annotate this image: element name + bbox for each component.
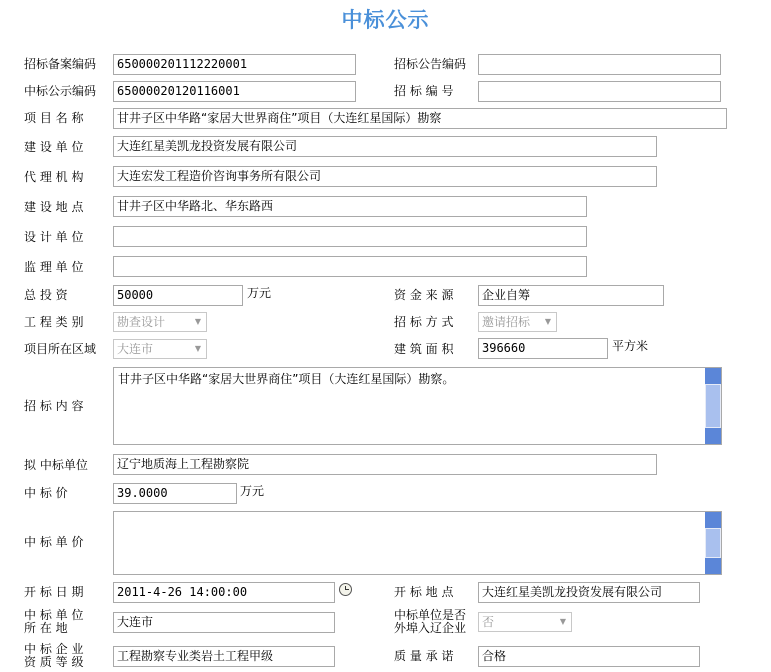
site-label: 建 设 地 点: [24, 200, 84, 214]
tender-method-select[interactable]: [478, 312, 557, 332]
award-unit-price-textarea[interactable]: [113, 511, 722, 575]
tender-method-value: 邀请招标: [482, 315, 531, 329]
project-region-label: 项目所在区域: [24, 342, 97, 356]
clock-icon[interactable]: [339, 583, 352, 596]
total-investment-field[interactable]: 50000: [113, 285, 243, 306]
tender-method-label: 招 标 方 式: [394, 315, 454, 329]
chevron-down-icon: ▼: [194, 317, 202, 326]
quality-commitment-field[interactable]: 合格: [478, 646, 700, 667]
winner-location-label-line1: 中 标 单 位: [24, 608, 84, 622]
design-unit-field[interactable]: [113, 226, 587, 247]
tender-notice-no-field[interactable]: [478, 54, 721, 75]
tender-content-label: 招 标 内 容: [24, 399, 84, 413]
chevron-down-icon: ▼: [559, 617, 567, 626]
site-field[interactable]: 甘井子区中华路北、华东路西: [113, 196, 587, 217]
scroll-up-button[interactable]: [705, 368, 721, 384]
total-investment-label: 总 投 资: [24, 288, 68, 302]
building-area-unit: 平方米: [612, 339, 649, 353]
opening-place-label: 开 标 地 点: [394, 585, 454, 599]
award-notice-no-field[interactable]: 65000020120116001: [113, 81, 356, 102]
design-unit-label: 设 计 单 位: [24, 230, 84, 244]
tender-no-field[interactable]: [478, 81, 721, 102]
proposed-winner-label: 拟 中标单位: [24, 458, 88, 472]
scroll-down-button[interactable]: [705, 558, 721, 574]
opening-date-field[interactable]: 2011-4-26 14:00:00: [113, 582, 335, 603]
tender-content-text: 甘井子区中华路“家居大世界商住”项目（大连红星国际）勘察。: [118, 372, 455, 386]
page-title: 中标公示: [341, 8, 430, 32]
chevron-down-icon: ▼: [544, 317, 552, 326]
proposed-winner-field[interactable]: 辽宁地质海上工程勘察院: [113, 454, 657, 475]
project-type-value: 勘查设计: [117, 315, 166, 329]
total-investment-unit: 万元: [247, 286, 272, 300]
chevron-down-icon: ▼: [194, 344, 202, 353]
builder-label: 建 设 单 位: [24, 140, 84, 154]
building-area-field[interactable]: 396660: [478, 338, 608, 359]
winner-location-field[interactable]: 大连市: [113, 612, 335, 633]
award-price-unit: 万元: [240, 484, 265, 498]
award-price-field[interactable]: 39.0000: [113, 483, 237, 504]
scroll-down-button[interactable]: [705, 428, 721, 444]
award-price-label: 中 标 价: [24, 486, 68, 500]
award-unit-price-label: 中 标 单 价: [24, 535, 84, 549]
scrollbar[interactable]: [705, 368, 721, 444]
fund-source-field[interactable]: 企业自筹: [478, 285, 664, 306]
project-type-label: 工 程 类 别: [24, 315, 84, 329]
scroll-up-button[interactable]: [705, 512, 721, 528]
winner-qualification-label: [24, 643, 83, 669]
tender-filing-no-field[interactable]: 650000201112220001: [113, 54, 356, 75]
winner-qualification-label-line1: 中 标 企 业: [24, 642, 84, 656]
fund-source-label: 资 金 来 源: [394, 288, 454, 302]
tender-notice-no-label: 招标公告编码: [394, 57, 467, 71]
award-notice-no-label: 中标公示编码: [24, 84, 97, 98]
winner-qualification-label-line2: 资 质 等 级: [24, 655, 84, 669]
supervision-unit-field[interactable]: [113, 256, 587, 277]
winner-location-label: [24, 609, 83, 635]
building-area-label: 建 筑 面 积: [394, 342, 454, 356]
agency-field[interactable]: 大连宏发工程造价咨询事务所有限公司: [113, 166, 657, 187]
winner-outside-label-line1: 中标单位是否: [394, 608, 467, 622]
winner-location-label-line2: 所 在 地: [24, 621, 68, 635]
project-region-select[interactable]: [113, 339, 207, 359]
winner-outside-value: 否: [482, 615, 495, 629]
project-region-value: 大连市: [117, 342, 154, 356]
winner-outside-label-line2: 外埠入辽企业: [394, 621, 467, 635]
opening-place-field[interactable]: 大连红星美凯龙投资发展有限公司: [478, 582, 700, 603]
opening-date-label: 开 标 日 期: [24, 585, 84, 599]
winner-outside-select[interactable]: [478, 612, 572, 632]
scrollbar[interactable]: [705, 512, 721, 574]
builder-field[interactable]: 大连红星美凯龙投资发展有限公司: [113, 136, 657, 157]
agency-label: 代 理 机 构: [24, 170, 84, 184]
tender-content-textarea[interactable]: [113, 367, 722, 445]
winner-qualification-field[interactable]: 工程勘察专业类岩土工程甲级: [113, 646, 335, 667]
supervision-unit-label: 监 理 单 位: [24, 260, 84, 274]
project-name-label: 项 目 名 称: [24, 111, 84, 125]
project-name-field[interactable]: 甘井子区中华路“家居大世界商住”项目（大连红星国际）勘察: [113, 108, 727, 129]
quality-commitment-label: 质 量 承 诺: [394, 649, 454, 663]
scrollbar-thumb[interactable]: [706, 385, 720, 427]
scrollbar-thumb[interactable]: [706, 529, 720, 557]
tender-filing-no-label: 招标备案编码: [24, 57, 97, 71]
winner-outside-label: [394, 609, 466, 635]
project-type-select[interactable]: [113, 312, 207, 332]
tender-no-label: 招 标 编 号: [394, 84, 454, 98]
